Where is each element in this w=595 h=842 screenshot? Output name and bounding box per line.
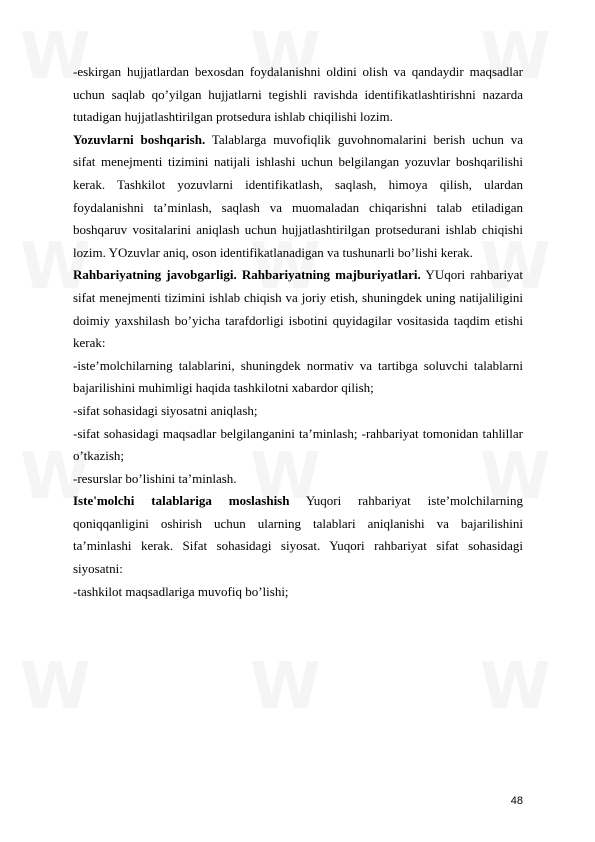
paragraph-heading: Iste'molchi talablariga moslashish	[73, 493, 290, 509]
paragraph-text: -sifat sohasidagi maqsadlar belgilanganini ta’minlash; -rahbariyat tomonidan tahlillar o’tkazish;	[73, 425, 523, 464]
paragraph-text: Talablarga muvofiqlik guvohnomalarini berish uchun va sifat menejmenti tizimini natijali ishlashi uchun belgilangan yozuvlar boshqarilishi kerak. Tashkilot yozuvlarni identifikatlash, saqlash, himoya qilish, ulardan foydalanishni ta’minlash, saqlash va muomaladan chiqarishni talab etiladigan boshqaruv vositalarini aniqlash uchun hujjatlashtirilgan protsedurani ishlab chiqishi lozim. YOzuvlar aniq, oson identifikatlanadigan va tushunarli bo’lishi kerak.	[73, 131, 524, 260]
watermark-mark	[20, 650, 91, 724]
paragraph	[73, 423, 523, 468]
paragraph-text: -sifat sohasidagi siyosatni aniqlash;	[73, 402, 258, 418]
paragraph	[73, 400, 523, 423]
paragraph	[73, 355, 523, 400]
watermark-mark	[250, 650, 321, 724]
paragraph	[73, 61, 523, 129]
paragraph-text: -resurslar bo’lishini ta’minlash.	[73, 470, 237, 486]
paragraph-heading: Rahbariyatning javobgarligi. Rahbariyatning majburiyatlari.	[73, 267, 421, 283]
paragraph-heading: Yozuvlarni boshqarish.	[73, 131, 206, 147]
paragraph-text: -tashkilot maqsadlariga muvofiq bo’lishi;	[73, 583, 289, 599]
page-number: 48	[510, 795, 523, 807]
paragraph	[73, 264, 523, 354]
paragraph-text: YUqori rahbariyat sifat menejmenti tizimini ishlab chiqish va joriy etish, shuningdek uning natijaliligini doimiy yaxshilash bo’yicha tarafdorligi isbotini quyidagilar vositasida taqdim etishi kerak:	[73, 267, 524, 351]
paragraph	[73, 581, 523, 604]
paragraph-text: Yuqori rahbariyat iste’molchilarning qoniqqanligini oshirish uchun ularning talablari aniqlanishi va bajarilishini ta’minlashi kerak. Sifat sohasidagi siyosat. Yuqori rahbariyat sifat sohasidagi siyosatni:	[73, 493, 523, 577]
paragraph	[73, 490, 523, 580]
paragraph	[73, 468, 523, 491]
paragraph-text: -iste’molchilarning talablarini, shuningdek normativ va tartibga soluvchi talablarni bajarilishini muhimligi haqida tashkilotni xabardor qilish;	[73, 357, 523, 396]
paragraph	[73, 129, 523, 265]
paragraph-text: -eskirgan hujjatlardan bexosdan foydalanishni oldini olish va qandaydir maqsadlar uchun saqlab qo’yilgan hujjatlarni tegishli ravishda identifikatlashtirishni nazarda tutadigan hujjatlashtirilgan protsedura ishlab chiqilishi lozim.	[73, 64, 523, 125]
document-body	[73, 61, 523, 603]
watermark-mark	[480, 650, 551, 724]
